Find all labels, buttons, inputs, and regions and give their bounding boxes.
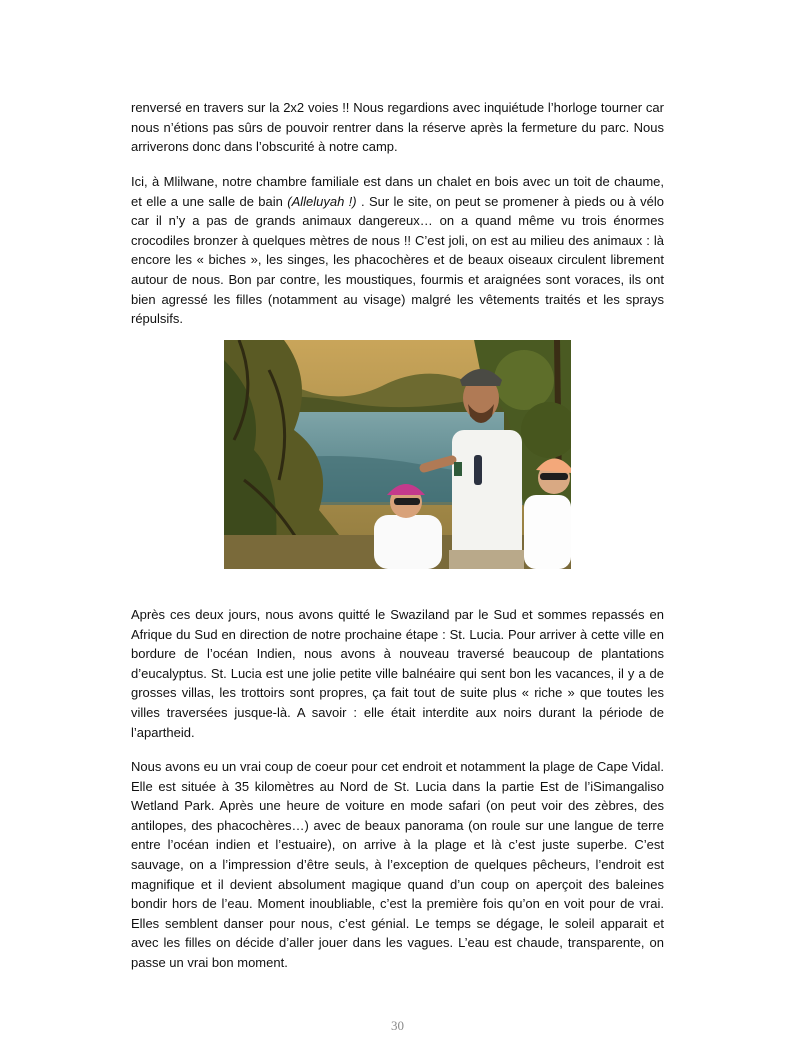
family-photo-lake bbox=[224, 340, 571, 569]
paragraph-2 bbox=[131, 172, 664, 329]
paragraph-4: Nous avons eu un vrai coup de coeur pour cet endroit et notamment la plage de Cape Vidal. Elle est située à 35 kilomètres au Nord de St. Lucia dans la partie Est de l’iSimangaliso Wetland Park. Après une heure de voiture en mode safari (on peut voir des zèbres, des antilopes, des phacochères…) avec de beaux panorama (on roule sur une langue de terre entre l’océan indien et l’estuaire), on arrive à la plage et là c’est juste superbe. C’est sauvage, on a l’impression d’être seuls, à l’exception de quelques pêcheurs, l’endroit est magnifique et il devient absolument magique quand d’un coup on aperçoit des baleines bondir hors de l’eau. Moment inoubliable, c’est la première fois qu’on en voit pour de vrai. Elles semblent danser pour nous, c’est génial. Le temps se dégage, le soleil apparait et avec les filles on décide d’aller jouer dans les vagues. L’eau est chaude, transparente, on passe un vrai bon moment. bbox=[131, 759, 664, 970]
paragraph-2-text-start: Ici, à Mlilwane, notre chambre familiale est dans un chalet en bois avec un toit de chaume, et elle a une salle de bain bbox=[131, 174, 664, 209]
paragraph-1: renversé en travers sur la 2x2 voies !! Nous regardions avec inquiétude l’horloge tourner car nous n’étions pas sûrs de pouvoir rentrer dans la réserve après la fermeture du parc. Nous arriverons donc dans l’obscurité à notre camp. bbox=[131, 100, 664, 155]
paragraph-2-italic-aside: (Alleluyah !) bbox=[287, 193, 357, 209]
page-number: 30 bbox=[391, 1018, 404, 1033]
paragraph-3: Après ces deux jours, nous avons quitté le Swaziland par le Sud et sommes repassés en Afrique du Sud en direction de notre prochaine étape : St. Lucia. Pour arriver à cette ville en bordure de l’océan Indien, nous avons à nouveau traversé beaucoup de plantations d’eucalyptus. St. Lucia est une jolie petite ville balnéaire qui sent bon les vacances, il y a de grosses villas, les trottoirs sont propres, ça fait tout de suite plus « riche » que toutes les villes traversées jusque-là. A savoir : elle était interdite aux noirs durant la période de l’apartheid. bbox=[131, 607, 664, 740]
paragraph-2-text-end: . Sur le site, on peut se promener à pieds ou à vélo car il n’y a pas de grands animaux dangereux… on a quand même vu trois énormes crocodiles bronzer à quelques mètres de nous !! C’est joli, on est au milieu des animaux : là encore les « biches », les singes, les phacochères et de beaux oiseaux circulent librement autour de nous. Bon par contre, les moustiques, fourmis et araignées sont voraces, ils ont bien agressé les filles (notamment au visage) malgré les vêtements traités et les sprays répulsifs. bbox=[131, 193, 665, 327]
